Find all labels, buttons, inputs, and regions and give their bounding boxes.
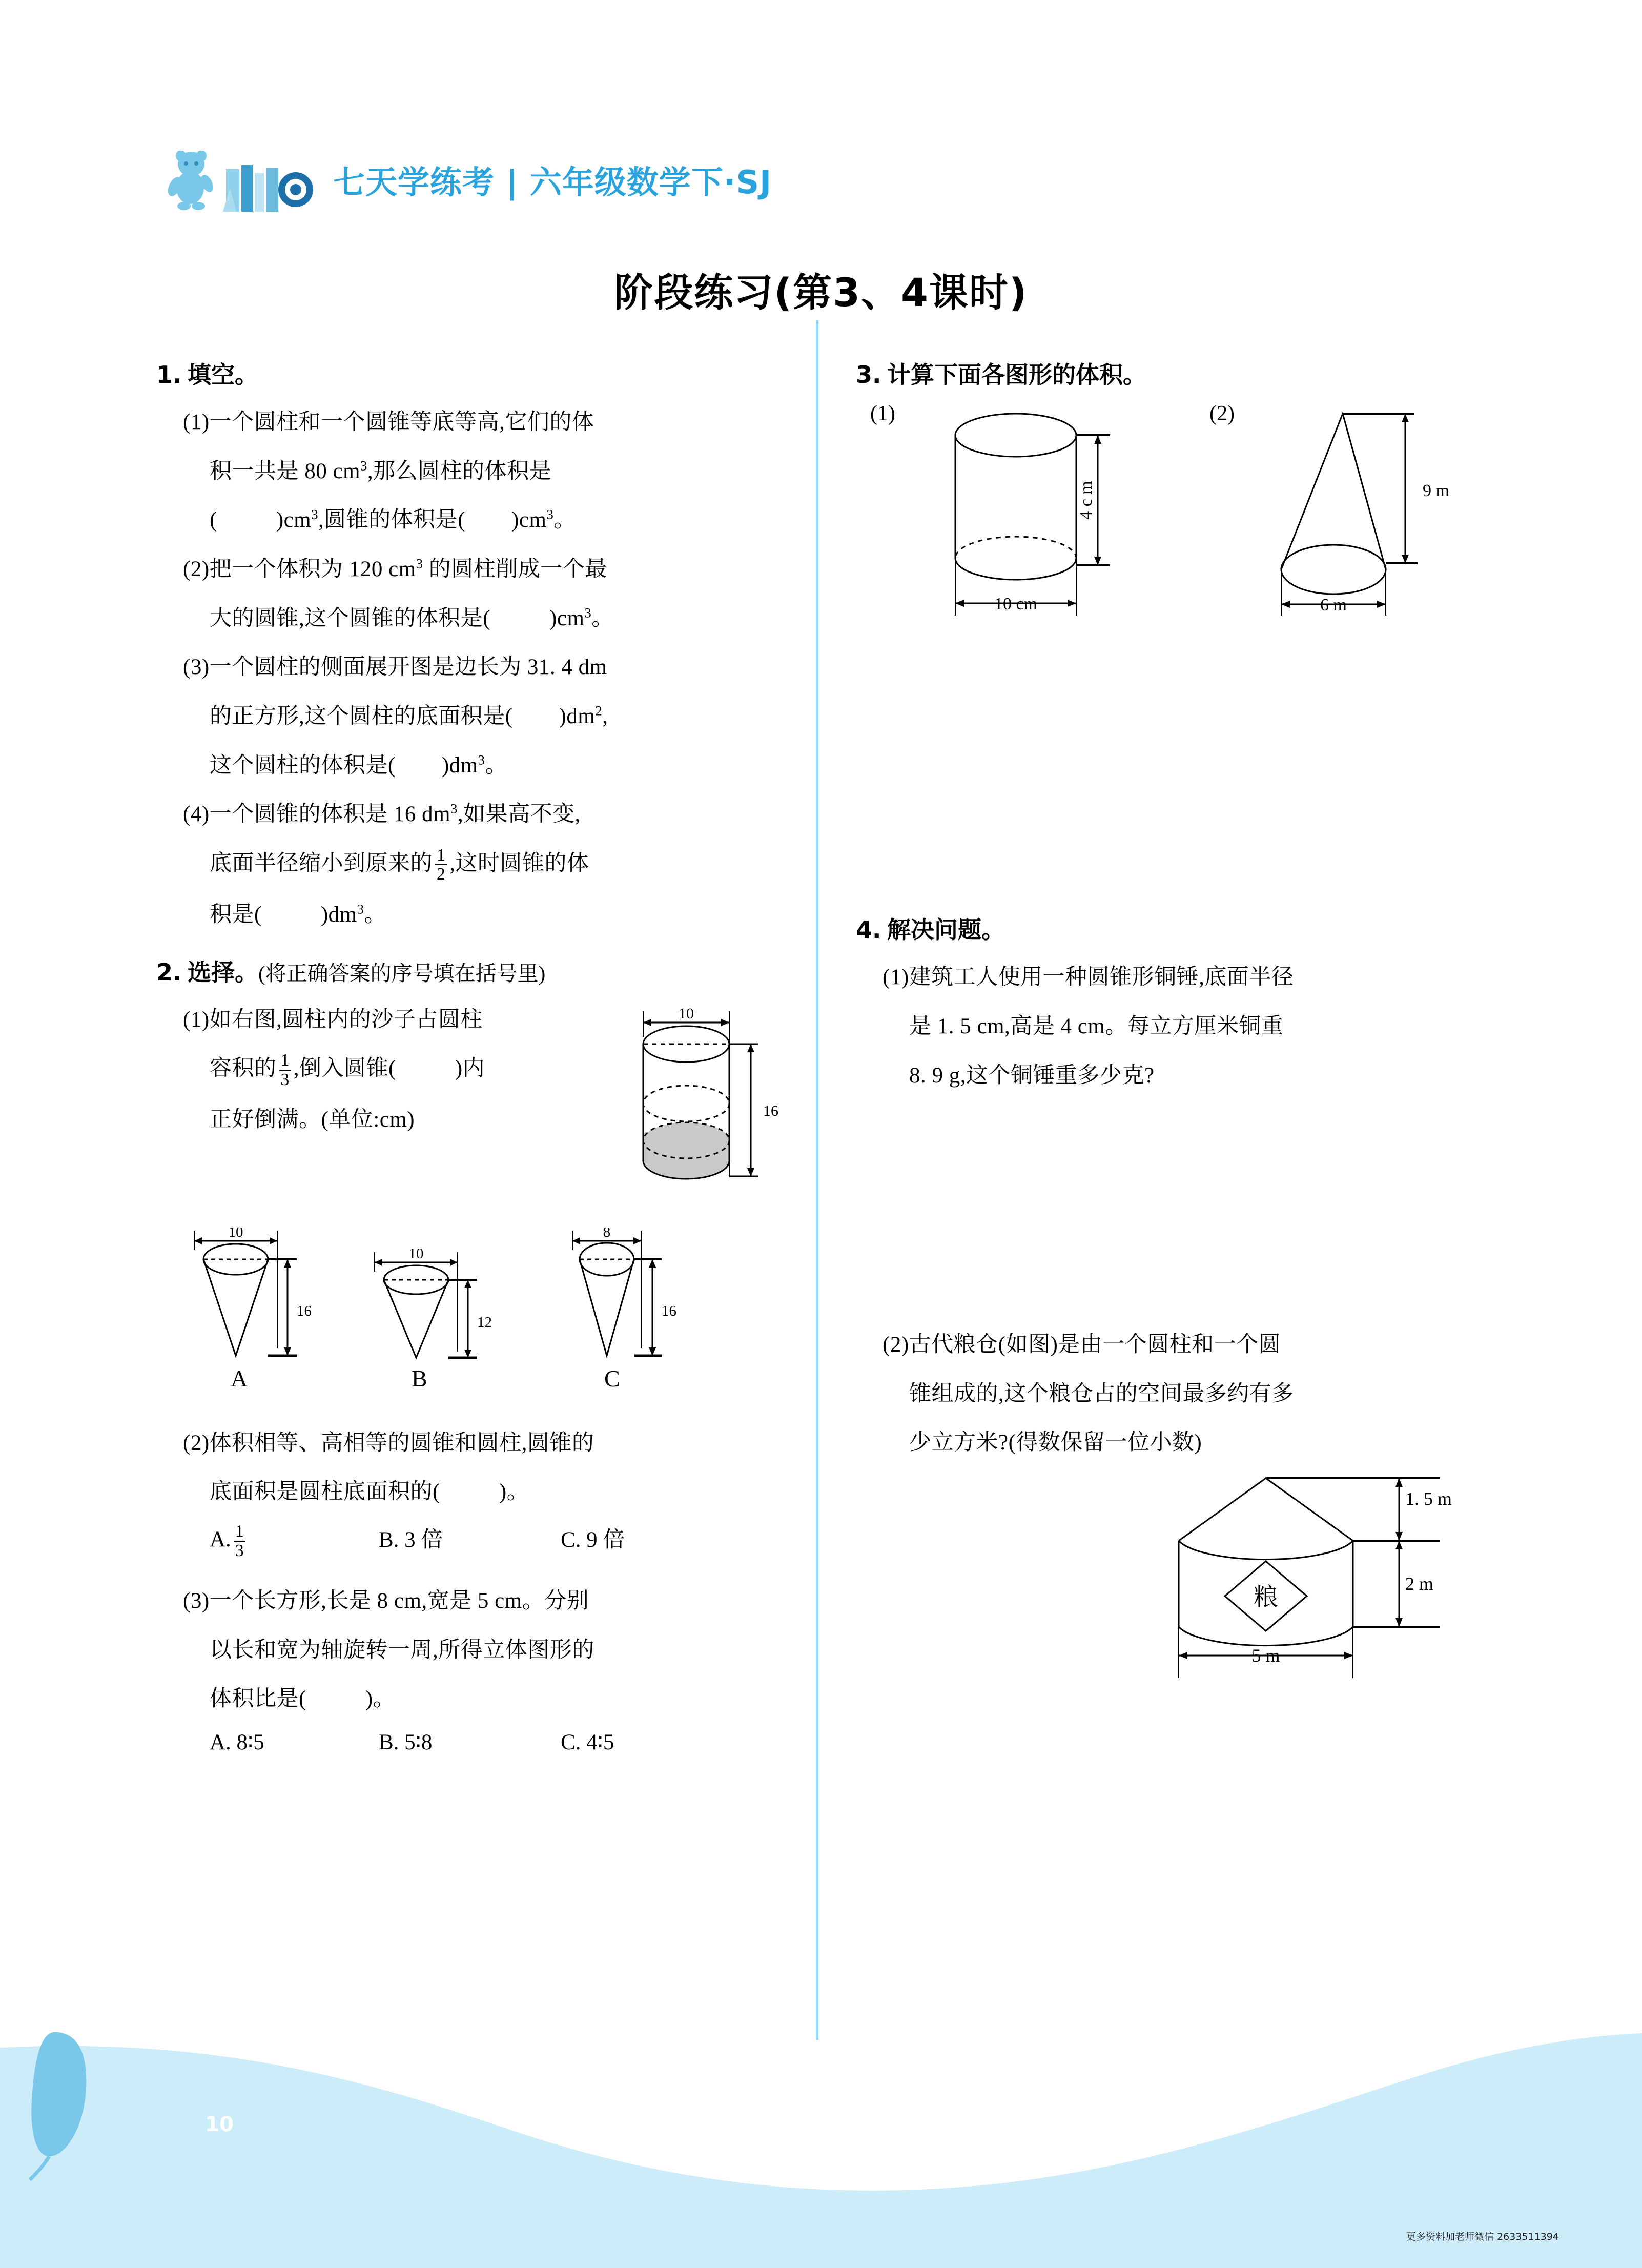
cone-choice-a[interactable] (187, 1228, 346, 1381)
question-4-heading: 解决问题。 (887, 916, 1005, 944)
right-column (856, 359, 1507, 1688)
column-divider (816, 320, 818, 2040)
question-4-item-1-line3: 8. 9 g,这个铜锤重多少克? (909, 1063, 1155, 1088)
granary-diameter-label: 5 m (1251, 1645, 1280, 1666)
question-1-item-4-line2: 底面半径缩小到原来的 $\frac{1}{2}$ ,这时圆锥的体 (210, 845, 589, 884)
item-label: (3) (183, 655, 210, 680)
question-2-item-1 (156, 1002, 807, 1222)
item-label: (1) (183, 410, 210, 435)
item-label: (1) (882, 965, 909, 990)
fraction-one-half: $\frac{1}{2}$ (435, 846, 447, 884)
granary-sign-text: 粮 (1253, 1583, 1279, 1612)
question-3 (856, 359, 1507, 637)
books-icon (223, 163, 325, 212)
cone-choice-c[interactable] (561, 1228, 715, 1381)
question-1-item-2: (2)把一个体积为 120 $cm^3$ 的圆柱削成一个最 (183, 556, 607, 582)
granary-cone-height-label: 1. 5 m (1405, 1488, 1452, 1509)
item-label: (2) (882, 1333, 909, 1357)
question-3-figures (856, 401, 1507, 637)
question-2-note: (将正确答案的序号填在括号里) (258, 961, 546, 985)
question-3-item-1-label: (1) (870, 402, 895, 426)
page-title: 阶段练习(第3、4课时) (614, 270, 1028, 315)
item-label: (3) (183, 1589, 210, 1613)
cone-a-height-label: 16 (297, 1302, 312, 1319)
granary-cylinder-height-label: 2 m (1405, 1574, 1434, 1595)
question-4-item-2-line3: 少立方米?(得数保留一位小数) (909, 1431, 1202, 1455)
cone-choice-a-letter: A (231, 1365, 248, 1392)
granary-figure-wrap (856, 1473, 1507, 1688)
question-1-heading: 填空。 (187, 361, 258, 389)
cone-choice-b-letter: B (412, 1365, 427, 1392)
question-2-item-2-line2: 底面积是圆柱底面积的( )。 (210, 1480, 529, 1504)
q3-cone-figure (1266, 406, 1471, 627)
question-2-item-3-line3: 体积比是( )。 (210, 1687, 396, 1711)
question-3-heading: 计算下面各图形的体积。 (887, 361, 1146, 389)
question-1-item-4-line3: 积是( )$dm^3$。 (210, 901, 386, 927)
question-1-item-3-line3: 这个圆柱的体积是( )$dm^3$。 (210, 752, 507, 778)
question-1-item-1: (1)一个圆柱和一个圆锥等底等高,它们的体 (183, 410, 594, 435)
question-1-item-3: (3)一个圆柱的侧面展开图是边长为 31. 4 dm (183, 655, 607, 680)
question-2-item-1-line3: 正好倒满。(单位:cm) (210, 1108, 415, 1132)
question-4-item-1-workspace[interactable] (856, 1093, 1507, 1314)
question-3-number: 3. (856, 361, 881, 389)
page-header (156, 149, 1489, 220)
cone-c-height-label: 16 (662, 1302, 676, 1319)
left-column (156, 359, 807, 1755)
question-1-item-1-line2: 积一共是 80 $cm^3$,那么圆柱的体积是 (210, 458, 552, 483)
granary-figure (1174, 1473, 1486, 1688)
question-4-item-2-line2: 锥组成的,这个粮仓占的空间最多约有多 (909, 1381, 1294, 1406)
question-1 (156, 359, 807, 933)
option-b[interactable]: B. 3 倍 (379, 1528, 443, 1552)
question-4-item-2: (2)古代粮仓(如图)是由一个圆柱和一个圆 (882, 1333, 1281, 1357)
item-label: (2) (183, 557, 210, 582)
question-4 (856, 914, 1507, 1688)
question-1-number: 1. (156, 361, 182, 389)
q3-cone-height-label: 9 m (1423, 481, 1449, 501)
question-4-number: 4. (856, 916, 881, 944)
fraction-one-third: $\frac{1}{3}$ (234, 1522, 245, 1560)
question-2 (156, 956, 807, 1755)
header-title: 七天学练考 | 六年级数学下·SJ (333, 164, 772, 201)
sand-cylinder-figure (629, 1007, 798, 1212)
cone-choice-figures (156, 1228, 807, 1412)
question-2-item-1-line1: (1)如右图,圆柱内的沙子占圆柱 (183, 1007, 483, 1032)
question-1-item-1-line3: ( )$cm^3$,圆锥的体积是( )$cm^3$。 (210, 507, 576, 533)
question-1-item-2-line2: 大的圆锥,这个圆锥的体积是( )$cm^3$。 (210, 605, 614, 630)
q3-cylinder-height-label: 4 c m (1077, 481, 1096, 520)
page-number: 10 (205, 2113, 234, 2136)
question-4-item-1-line2: 是 1. 5 cm,高是 4 cm。每立方厘米铜重 (909, 1014, 1284, 1038)
q3-cylinder-figure (938, 411, 1153, 631)
cone-c-width-label: 8 (603, 1227, 611, 1240)
item-label: (2) (183, 1431, 210, 1455)
cylinder-height-label: 16 (763, 1102, 778, 1119)
question-2-item-2-options (210, 1522, 807, 1560)
option-b[interactable]: B. 5∶8 (379, 1730, 433, 1755)
item-label: (1) (183, 1007, 210, 1032)
footer-decoration (0, 2017, 1642, 2268)
question-2-heading: 选择。 (187, 958, 258, 986)
question-4-item-1: (1)建筑工人使用一种圆锥形铜锤,底面半径 (882, 965, 1294, 990)
cone-a-width-label: 10 (228, 1227, 243, 1240)
cone-b-height-label: 12 (477, 1314, 492, 1331)
question-2-item-3-options (210, 1729, 807, 1755)
option-a[interactable]: A. $\frac{1}{3}$ (210, 1522, 379, 1560)
item-label: (4) (183, 802, 210, 827)
option-c[interactable]: C. 9 倍 (561, 1528, 625, 1552)
brand-logo (156, 149, 325, 213)
cone-choice-b[interactable] (367, 1249, 521, 1387)
question-1-item-4: (4)一个圆锥的体积是 16 $dm^3$,如果高不变, (183, 801, 581, 827)
mascot-icon (159, 151, 231, 211)
watermark-text: 更多资料加老师微信 2633511394 (1406, 2231, 1559, 2242)
option-a[interactable]: A. 8∶5 (210, 1730, 264, 1755)
fraction-one-third: $\frac{1}{3}$ (279, 1051, 291, 1089)
q3-cone-diameter-label: 6 m (1320, 596, 1347, 615)
question-2-item-1-line2: 容积的 $\frac{1}{3}$ ,倒入圆锥( )内 (210, 1051, 485, 1089)
question-2-item-2: (2)体积相等、高相等的圆锥和圆柱,圆锥的 (183, 1431, 594, 1455)
cone-choice-c-letter: C (604, 1365, 620, 1392)
q3-cylinder-diameter-label: 10 cm (994, 595, 1038, 614)
question-3-item-2-label: (2) (1209, 402, 1235, 426)
cone-b-width-label: 10 (408, 1249, 424, 1262)
question-2-item-3: (3)一个长方形,长是 8 cm,宽是 5 cm。分别 (183, 1589, 589, 1613)
cylinder-width-label: 10 (679, 1007, 694, 1022)
question-2-item-3-line2: 以长和宽为轴旋转一周,所得立体图形的 (210, 1638, 594, 1662)
option-c[interactable]: C. 4∶5 (561, 1730, 614, 1755)
question-2-number: 2. (156, 958, 182, 986)
question-1-item-3-line2: 的正方形,这个圆柱的底面积是( )$dm^2$, (210, 703, 608, 729)
